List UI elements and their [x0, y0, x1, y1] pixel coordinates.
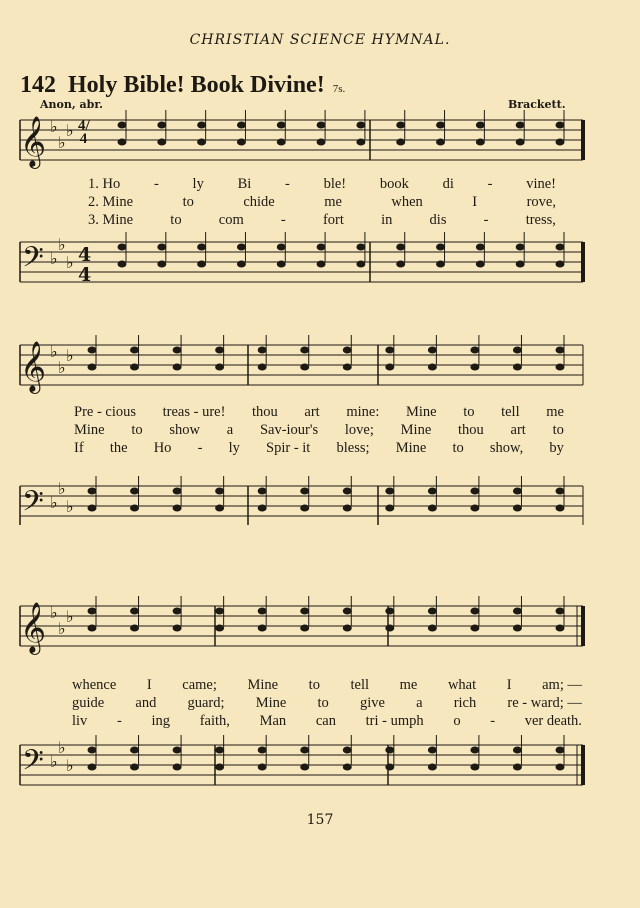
note-head [277, 244, 286, 251]
note-head [197, 261, 206, 268]
note-head [300, 505, 309, 512]
note-head [300, 608, 309, 615]
note-head [197, 244, 206, 251]
bass-clef-icon: 𝄢 [22, 744, 44, 784]
lyric-syllable: and [135, 695, 157, 711]
note-head [470, 625, 479, 632]
running-head: CHRISTIAN SCIENCE HYMNAL. [189, 32, 451, 48]
note-head [428, 747, 437, 754]
lyric-syllable: Mine [255, 695, 287, 711]
lyric-syllable: to [552, 422, 564, 438]
lyric-syllable: ly [192, 176, 204, 192]
lyric-line-verse-3 [74, 439, 564, 457]
note-head [385, 747, 394, 754]
note-head [173, 608, 182, 615]
note-head [215, 747, 224, 754]
note-head [215, 608, 224, 615]
note-head [396, 122, 405, 129]
note-head [356, 244, 365, 251]
lyric-syllable: ble! [323, 176, 347, 192]
lyric-syllable: fort [322, 212, 344, 228]
note-head [516, 122, 525, 129]
note-head [317, 244, 326, 251]
note-head [385, 608, 394, 615]
lyric-syllable: 2. Mine [88, 194, 134, 210]
lyric-syllable: what [447, 677, 477, 693]
note-head [513, 347, 522, 354]
note-head [173, 747, 182, 754]
lyric-syllable: to [170, 212, 182, 228]
hymn-meter: 7s. [332, 83, 346, 95]
note-head [157, 122, 166, 129]
note-head [513, 747, 522, 754]
note-head [258, 747, 267, 754]
lyric-line-verse-1 [72, 676, 582, 694]
note-head [513, 488, 522, 495]
lyric-syllable: can [315, 713, 336, 729]
note-head [516, 139, 525, 146]
note-head [428, 488, 437, 495]
note-head [237, 261, 246, 268]
note-head [556, 347, 565, 354]
lyric-syllable: art [304, 404, 320, 420]
note-head [356, 122, 365, 129]
lyric-syllable: me [324, 194, 342, 210]
note-head [556, 764, 565, 771]
note-head [130, 347, 139, 354]
lyric-syllable: rove, [526, 194, 556, 210]
note-head [277, 261, 286, 268]
lyric-syllable: to [452, 440, 464, 456]
note-head [173, 505, 182, 512]
note-head [556, 244, 565, 251]
flat-sign-icon: ♭ [58, 133, 66, 152]
note-head [556, 747, 565, 754]
note-head [436, 122, 445, 129]
lyric-syllable: Spir - it [266, 440, 311, 456]
flat-sign-icon: ♭ [50, 603, 58, 622]
note-head [516, 244, 525, 251]
note-head [436, 261, 445, 268]
note-head [157, 139, 166, 146]
note-head [88, 364, 97, 371]
lyric-syllable: ing [151, 713, 171, 729]
lyric-syllable: to [317, 695, 329, 711]
lyric-syllable: - [280, 212, 286, 228]
note-head [88, 488, 97, 495]
lyric-syllable: when [391, 194, 423, 210]
lyric-syllable: art [510, 422, 526, 438]
note-head [173, 625, 182, 632]
note-head [476, 139, 485, 146]
lyric-syllable: treas - ure! [162, 404, 226, 420]
note-head [343, 625, 352, 632]
lyric-syllable: vine! [526, 176, 556, 192]
note-head [237, 244, 246, 251]
note-head [258, 625, 267, 632]
flat-sign-icon: ♭ [50, 493, 58, 512]
hymn-name: Holy Bible! Book Divine! [68, 72, 325, 98]
lyric-syllable: book [379, 176, 409, 192]
lyric-syllable: to [463, 404, 475, 420]
note-head [277, 139, 286, 146]
note-head [300, 347, 309, 354]
note-head [556, 364, 565, 371]
note-head [470, 608, 479, 615]
note-head [343, 347, 352, 354]
note-head [470, 364, 479, 371]
lyric-syllable: in [381, 212, 393, 228]
flat-sign-icon: ♭ [66, 346, 74, 365]
note-head [118, 261, 127, 268]
lyric-syllable: Sav-iour's [259, 422, 319, 438]
flat-sign-icon: ♭ [58, 619, 66, 638]
lyric-syllable: show, [489, 440, 524, 456]
note-head [556, 608, 565, 615]
note-head [258, 488, 267, 495]
note-head [173, 764, 182, 771]
lyric-syllable: Pre - cious [74, 404, 137, 420]
lyrics-system-1 [88, 175, 556, 229]
lyric-line-verse-2 [72, 694, 582, 712]
lyric-syllable: me [546, 404, 564, 420]
note-head [343, 764, 352, 771]
lyric-syllable: Mine [400, 422, 432, 438]
note-head [130, 608, 139, 615]
note-head [476, 261, 485, 268]
note-head [513, 364, 522, 371]
hymn-number: 142 [20, 72, 56, 98]
note-head [556, 625, 565, 632]
lyric-syllable: tell [501, 404, 520, 420]
flat-sign-icon: ♭ [58, 235, 66, 254]
lyric-syllable: ver death. [524, 713, 582, 729]
note-head [513, 625, 522, 632]
note-head [258, 364, 267, 371]
composer: Brackett. [508, 98, 566, 111]
lyric-syllable: to [182, 194, 194, 210]
flat-sign-icon: ♭ [66, 253, 74, 272]
note-head [317, 122, 326, 129]
lyric-syllable: I [506, 677, 512, 693]
note-head [300, 364, 309, 371]
note-head [317, 261, 326, 268]
note-head [356, 139, 365, 146]
note-head [428, 608, 437, 615]
lyric-syllable: ly [228, 440, 240, 456]
lyric-syllable: - [153, 176, 159, 192]
lyric-syllable: - [285, 176, 290, 192]
flat-sign-icon: ♭ [66, 756, 74, 775]
note-head [470, 747, 479, 754]
treble-clef-icon: 𝄞 [20, 116, 47, 167]
lyric-syllable: give [359, 695, 385, 711]
note-head [130, 764, 139, 771]
note-head [385, 347, 394, 354]
note-head [317, 139, 326, 146]
lyric-line-verse-2 [88, 193, 556, 211]
note-head [277, 122, 286, 129]
bass-time-signature-top: 4 [78, 244, 92, 266]
note-head [396, 244, 405, 251]
note-head [88, 625, 97, 632]
note-head [470, 488, 479, 495]
lyric-syllable: - [116, 713, 122, 729]
note-head [516, 261, 525, 268]
note-head [343, 488, 352, 495]
lyric-syllable: me [399, 677, 418, 693]
lyric-syllable: I [146, 677, 152, 693]
lyric-syllable: o [453, 713, 461, 729]
note-head [556, 122, 565, 129]
page-number: 157 [306, 812, 334, 828]
lyric-syllable: to [308, 677, 320, 693]
note-head [356, 261, 365, 268]
note-head [197, 122, 206, 129]
note-head [130, 364, 139, 371]
lyric-syllable: by [549, 440, 564, 456]
flat-sign-icon: ♭ [58, 479, 66, 498]
lyric-syllable: came; [182, 677, 217, 693]
lyric-line-verse-1 [88, 175, 556, 193]
lyric-syllable: chide [243, 194, 275, 210]
lyric-syllable: to [131, 422, 143, 438]
flat-sign-icon: ♭ [58, 358, 66, 377]
flat-sign-icon: ♭ [50, 342, 58, 361]
lyric-syllable: thou [458, 422, 484, 438]
note-head [343, 747, 352, 754]
lyric-syllable: Ho [153, 440, 172, 456]
lyric-syllable: - [487, 176, 493, 192]
lyric-syllable: - [490, 713, 496, 729]
note-head [343, 364, 352, 371]
note-head [470, 764, 479, 771]
lyric-syllable: - [483, 212, 489, 228]
note-head [88, 347, 97, 354]
note-head [385, 505, 394, 512]
lyric-syllable: 3. Mine [88, 212, 134, 228]
note-head [556, 261, 565, 268]
flat-sign-icon: ♭ [50, 117, 58, 136]
note-head [513, 764, 522, 771]
note-head [173, 488, 182, 495]
note-head [88, 747, 97, 754]
note-head [385, 488, 394, 495]
flat-sign-icon: ♭ [58, 738, 66, 757]
lyric-syllable: - [197, 440, 203, 456]
note-head [396, 139, 405, 146]
lyric-line-verse-2 [74, 421, 564, 439]
lyric-syllable: tell [350, 677, 370, 693]
note-head [258, 764, 267, 771]
treble-clef-icon: 𝄞 [20, 602, 47, 653]
lyric-syllable: am; — [542, 677, 582, 693]
note-head [476, 244, 485, 251]
lyric-line-verse-1 [74, 403, 564, 421]
lyric-syllable: Mine [395, 440, 427, 456]
note-head [556, 139, 565, 146]
lyric-syllable: Mine [247, 677, 279, 693]
note-head [118, 122, 127, 129]
note-head [258, 347, 267, 354]
lyric-syllable: com [218, 212, 244, 228]
note-head [237, 139, 246, 146]
lyric-syllable: mine: [346, 404, 380, 420]
note-head [215, 347, 224, 354]
note-head [513, 505, 522, 512]
lyric-syllable: If [74, 440, 84, 456]
note-head [436, 244, 445, 251]
lyric-line-verse-3 [72, 712, 582, 730]
lyric-syllable: guide [72, 695, 105, 711]
note-head [157, 261, 166, 268]
note-head [428, 347, 437, 354]
author: Anon, abr. [40, 98, 103, 111]
note-head [300, 764, 309, 771]
note-head [130, 488, 139, 495]
note-head [385, 625, 394, 632]
flat-sign-icon: ♭ [66, 607, 74, 626]
lyric-syllable: tri - umph [365, 713, 424, 729]
time-signature: 4/4 [78, 118, 90, 147]
lyric-syllable: Bi [237, 176, 252, 192]
lyric-syllable: di [442, 176, 454, 192]
flat-sign-icon: ♭ [50, 752, 58, 771]
lyric-syllable: bless; [336, 440, 370, 456]
lyric-syllable: a [416, 695, 423, 711]
note-head [385, 364, 394, 371]
note-head [470, 347, 479, 354]
note-head [396, 261, 405, 268]
note-head [258, 608, 267, 615]
lyric-syllable: 1. Ho [88, 176, 121, 192]
note-head [428, 625, 437, 632]
note-head [556, 505, 565, 512]
lyric-syllable: liv [72, 713, 88, 729]
lyric-syllable: thou [252, 404, 278, 420]
note-head [476, 122, 485, 129]
lyric-line-verse-3 [88, 211, 556, 229]
note-head [130, 625, 139, 632]
note-head [215, 505, 224, 512]
lyric-syllable: whence [72, 677, 117, 693]
lyric-syllable: faith, [199, 713, 230, 729]
lyric-syllable: dis [429, 212, 447, 228]
note-head [428, 364, 437, 371]
note-head [343, 608, 352, 615]
note-head [428, 764, 437, 771]
note-head [436, 139, 445, 146]
bass-clef-icon: 𝄢 [22, 241, 44, 281]
lyric-syllable: a [226, 422, 234, 438]
note-head [215, 364, 224, 371]
flat-sign-icon: ♭ [50, 249, 58, 268]
lyric-syllable: rich [453, 695, 477, 711]
note-head [197, 139, 206, 146]
bass-time-signature-bottom: 4 [78, 264, 92, 286]
treble-clef-icon: 𝄞 [20, 341, 47, 392]
note-head [258, 505, 267, 512]
lyric-syllable: show [169, 422, 201, 438]
note-head [118, 244, 127, 251]
note-head [215, 764, 224, 771]
flat-sign-icon: ♭ [66, 497, 74, 516]
lyric-syllable: the [109, 440, 128, 456]
note-head [385, 764, 394, 771]
lyric-syllable: I [472, 194, 478, 210]
note-head [130, 505, 139, 512]
note-head [300, 747, 309, 754]
note-head [343, 505, 352, 512]
lyric-syllable: Mine [405, 404, 437, 420]
lyric-syllable: re - ward; — [507, 695, 582, 711]
note-head [237, 122, 246, 129]
note-head [118, 139, 127, 146]
note-head [470, 505, 479, 512]
note-head [157, 244, 166, 251]
bass-clef-icon: 𝄢 [22, 485, 44, 525]
lyric-syllable: Man [259, 713, 287, 729]
lyrics-system-2 [74, 403, 564, 457]
lyric-syllable: Mine [74, 422, 105, 438]
lyric-syllable: guard; [187, 695, 225, 711]
note-head [215, 625, 224, 632]
note-head [88, 764, 97, 771]
hymn-title [20, 72, 345, 99]
note-head [88, 505, 97, 512]
lyric-syllable: tress, [525, 212, 556, 228]
note-head [556, 488, 565, 495]
note-head [300, 625, 309, 632]
lyric-syllable: love; [344, 422, 374, 438]
note-head [88, 608, 97, 615]
note-head [513, 608, 522, 615]
note-head [173, 347, 182, 354]
lyrics-system-3 [72, 676, 582, 730]
note-head [300, 488, 309, 495]
note-head [130, 747, 139, 754]
note-head [215, 488, 224, 495]
note-head [173, 364, 182, 371]
note-head [428, 505, 437, 512]
flat-sign-icon: ♭ [66, 121, 74, 140]
